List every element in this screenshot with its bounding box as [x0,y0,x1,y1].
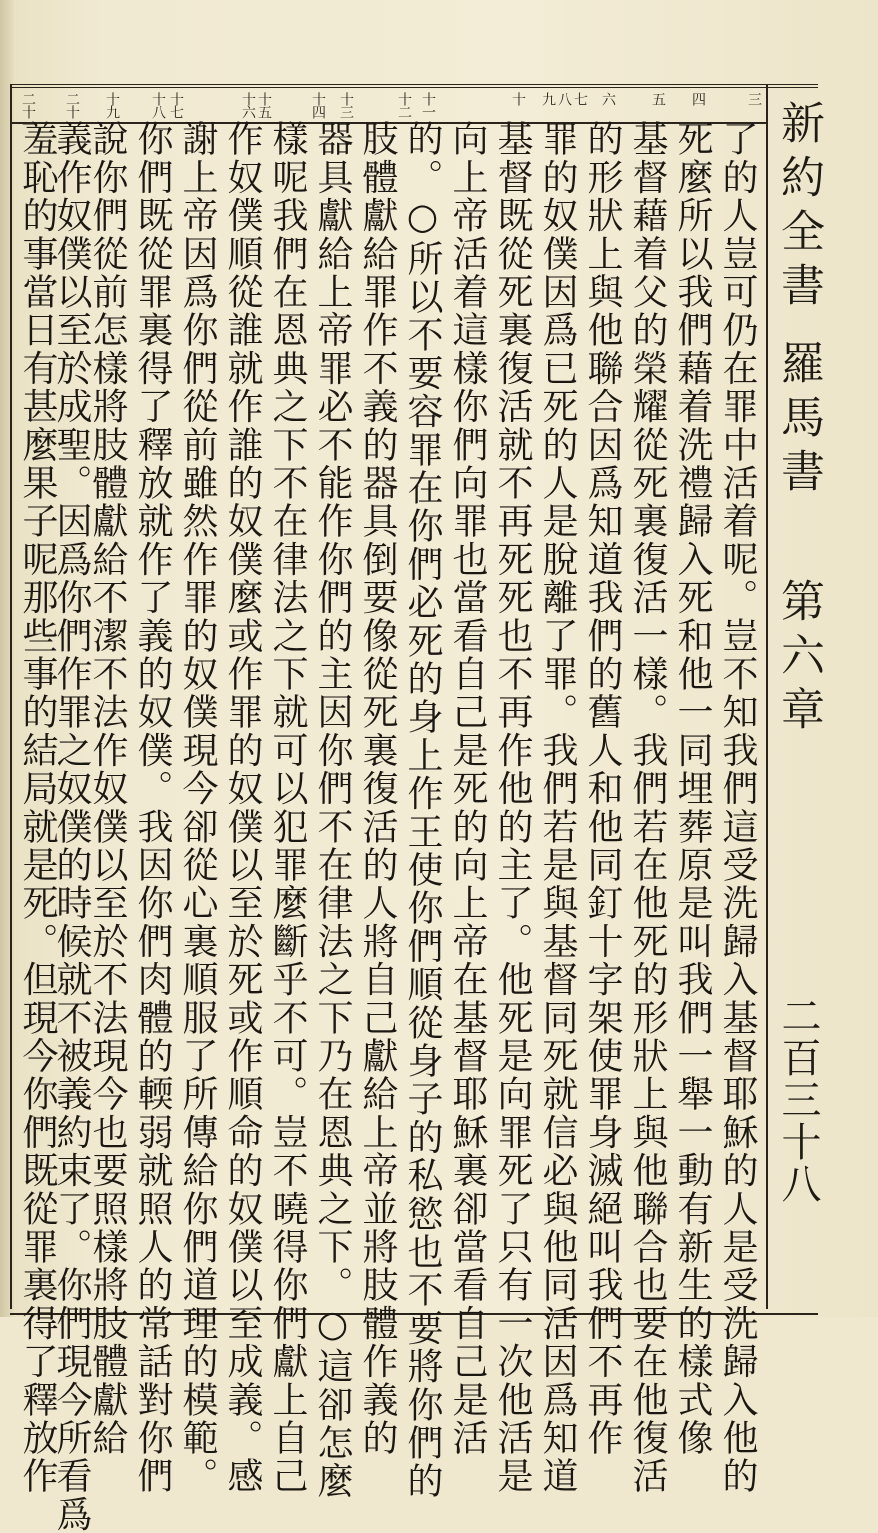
text-column-10: 器具獻給上帝罪必不能作你們的主因你們不在律法之下乃在恩典之下。○這卻怎麼 [312,120,353,1501]
text-column-13: 謝上帝因爲你們從前雖然作罪的奴僕現今卻從心裏順服了所傳給你們道理的模範。 [177,120,218,1496]
verse-marker: 四 [690,92,706,105]
verse-marker: 十 [510,92,526,105]
verse-marker: 十六 [240,92,256,118]
verse-marker: 二十一 [20,92,36,131]
page-number: 二百三十八 [775,995,821,1205]
left-frame-rule [10,84,12,1309]
text-column-4: 的形狀上與他聯合因爲知道我們的舊人和他同釘十字架使罪身滅絕叫我們不再作 [582,120,623,1457]
text-column-17: 羞恥的事當日有甚麼果子呢那些事的結局就是死。但現今你們既從罪裏得了釋放作 [17,120,58,1496]
text-column-8: 的。○所以不要容罪在你們必死的身上作王使你們順從身子的私慾也不要將你們的 [402,120,443,1501]
verse-marker: 二十 [64,92,80,118]
verse-marker: 十一 [420,92,436,118]
text-column-7: 向上帝活着這樣你們向罪也當看自己是死的向上帝在基督耶穌裏卻當看自己是活 [447,120,488,1457]
verse-marker: 十九 [104,92,120,118]
text-column-3: 基督藉着父的榮耀從死裏復活一樣。我們若在他死的形狀上與他聯合也要在他復活 [627,120,668,1496]
book-title: 新約全書 羅馬書 [773,100,824,502]
chapter-heading: 第六章 [773,578,824,740]
verse-marker: 十八 [150,92,166,118]
verse-marker: 十二 [396,92,412,118]
text-column-12: 作奴僕順從誰就作誰的奴僕麼或作罪的奴僕以至於死或作順命的奴僕以至成義。感 [222,120,263,1496]
text-column-11: 樣呢我們在恩典之下不在律法之下就可以犯罪麼斷乎不可。豈不曉得你們獻上自己 [267,120,308,1496]
text-column-6: 基督既從死裏復活就不再死死也不再作他的主了。他死是向罪死了只有一次他活是 [492,120,533,1496]
text-column-14: 你們既從罪裏得了釋放就作了義的奴僕。我因你們肉體的輭弱就照人的常話對你們 [132,120,173,1496]
text-column-5: 罪的奴僕因爲已死的人是脫離了罪。我們若是與基督同死就信必與他同活因爲知道 [537,120,578,1496]
verse-marker: 五 [650,92,666,105]
text-column-15: 說你們從前怎樣將肢體獻給不潔不法作奴僕以至於不法現今也要照樣將肢體獻給 [87,120,128,1457]
verse-marker: 十五 [256,92,272,118]
text-column-9: 肢體獻給罪作不義的器具倒要像從死裏復活的人將自己獻給上帝並將肢體作義的 [357,120,398,1457]
verse-marker: 三 [746,92,762,105]
verse-marker: 九 [540,92,556,105]
verse-marker: 十三 [338,92,354,118]
text-column-16: 義作奴僕以至於成聖。因爲你們作罪之奴僕的時候就不被義約束了。你們現今所看爲 [51,120,92,1533]
verse-marker: 六 [600,92,616,105]
verse-marker: 十七 [168,92,184,118]
verse-marker: 七 [572,92,588,105]
verse-marker: 十四 [310,92,326,118]
text-column-1: 了的人豈可仍在罪中活着呢。豈不知我們這受洗歸入基督耶穌的人是受洗歸入他的 [717,120,758,1496]
verse-marker: 八 [556,92,572,105]
text-column-2: 死麼所以我們藉着洗禮歸入死和他一同埋葬原是叫我們一舉一動有新生的樣式像 [672,120,713,1457]
header-divider-rule [766,84,768,1309]
